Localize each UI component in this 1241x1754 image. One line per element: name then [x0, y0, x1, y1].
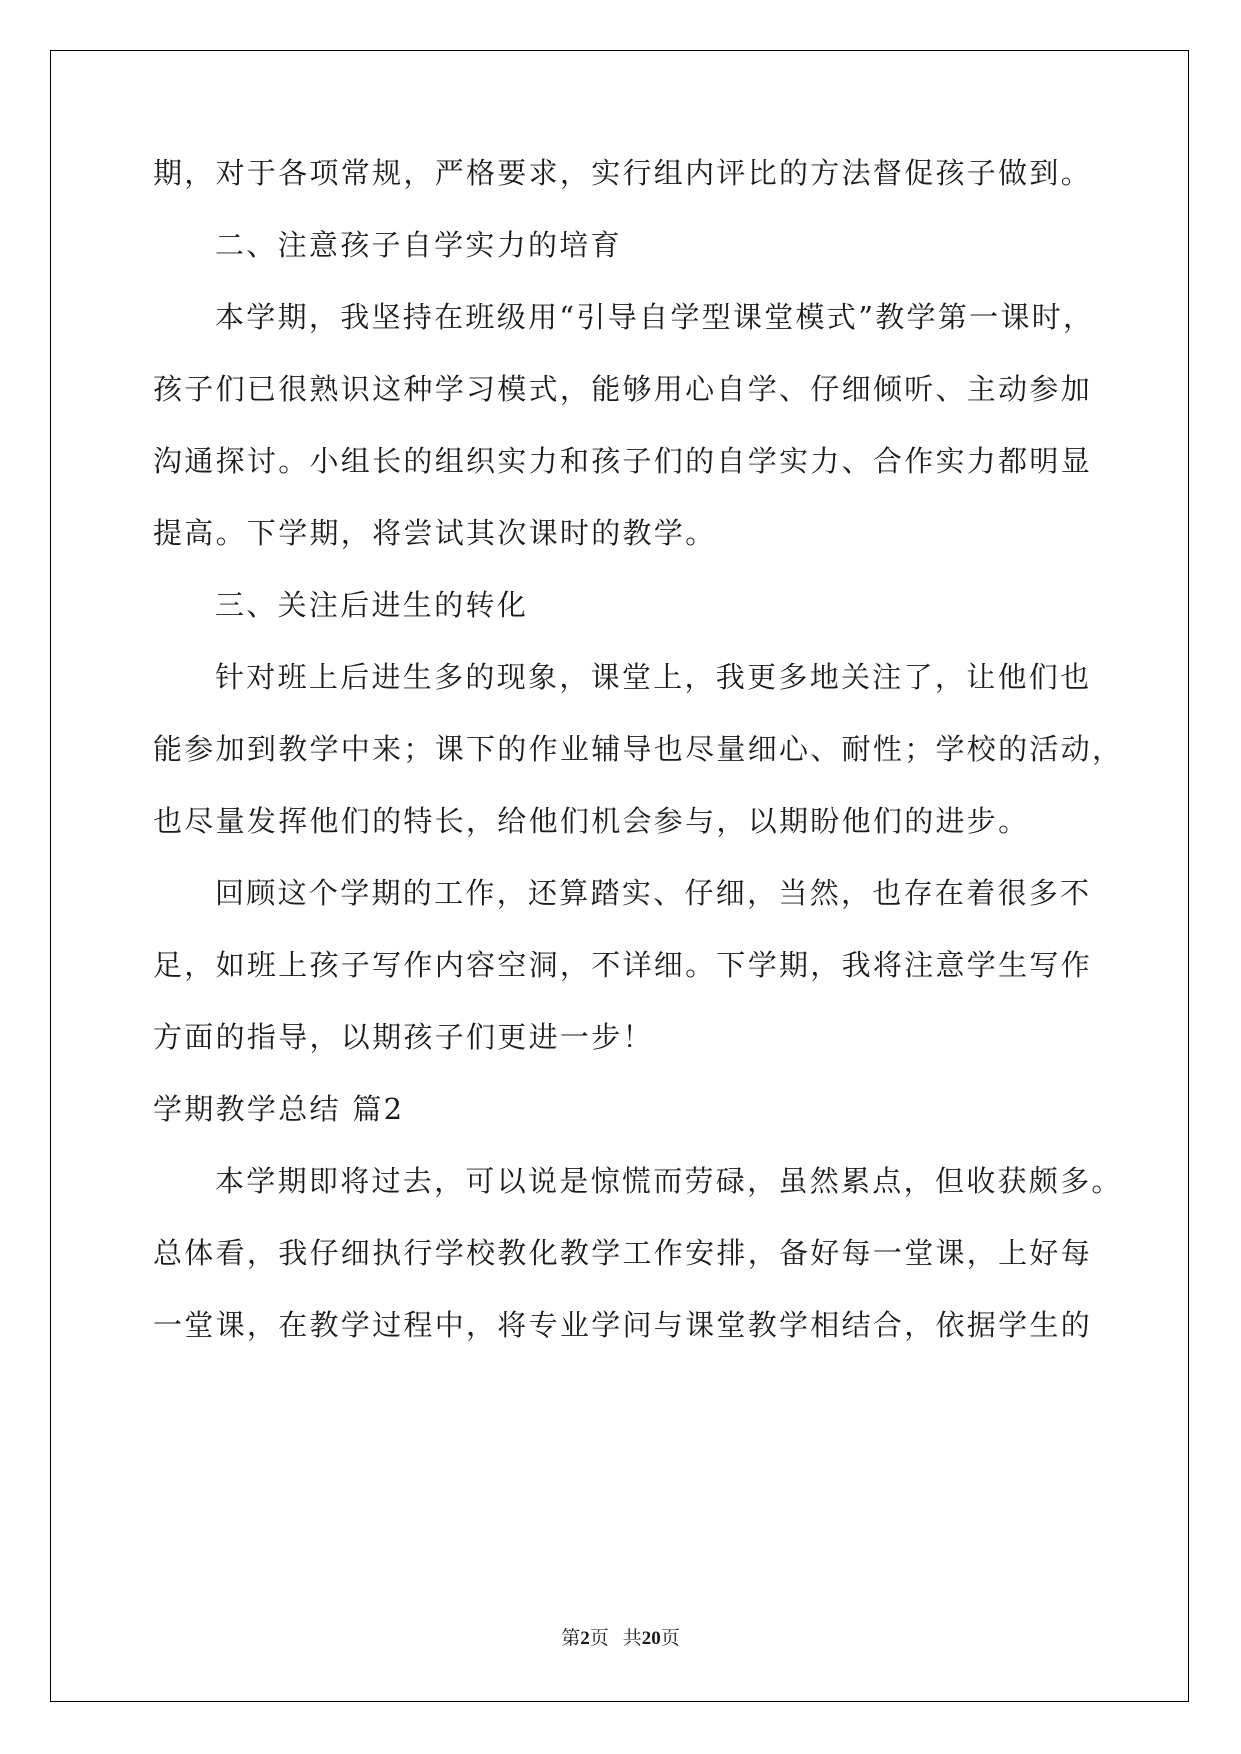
article-title: 学期教学总结 篇2: [153, 1092, 405, 1126]
section-heading-3: 三、关注后进生的转化: [215, 588, 529, 622]
section-heading-2: 二、注意孩子自学实力的培育: [215, 228, 622, 262]
footer-page-number: 2: [580, 1628, 590, 1649]
text-line-9: 能参加到教学中来；课下的作业辅导也尽量细心、耐性；学校的活动，: [153, 732, 1124, 766]
text-line-5: 沟通探讨。小组长的组织实力和孩子们的自学实力、合作实力都明显: [153, 444, 1093, 478]
text-line-11: 回顾这个学期的工作，还算踏实、仔细，当然，也存在着很多不: [215, 876, 1092, 910]
text-line-12: 足，如班上孩子写作内容空洞，不详细。下学期，我将注意学生写作: [153, 948, 1093, 982]
text-line-13: 方面的指导，以期孩子们更进一步！: [153, 1020, 654, 1054]
footer-total-prefix: 共: [622, 1627, 642, 1649]
footer-total-pages: 20: [641, 1628, 661, 1649]
footer-page-suffix: 页: [589, 1627, 609, 1649]
text-line-4: 孩子们已很熟识这种学习模式，能够用心自学、仔细倾听、主动参加: [153, 372, 1093, 406]
text-line-6: 提高。下学期，将尝试其次课时的教学。: [153, 516, 717, 550]
text-line-17: 一堂课，在教学过程中，将专业学问与课堂教学相结合，依据学生的: [153, 1308, 1093, 1342]
footer-total-suffix: 页: [660, 1627, 680, 1649]
text-line-16: 总体看，我仔细执行学校教化教学工作安排，备好每一堂课，上好每: [153, 1236, 1093, 1270]
text-line-8: 针对班上后进生多的现象，课堂上，我更多地关注了，让他们也: [215, 660, 1092, 694]
footer-page-prefix: 第: [561, 1627, 581, 1649]
text-line-1: 期，对于各项常规，严格要求，实行组内评比的方法督促孩子做到。: [153, 156, 1093, 190]
page-footer: [0, 1626, 1241, 1651]
text-line-3: 本学期，我坚持在班级用“引导自学型课堂模式”教学第一课时，: [215, 300, 1095, 334]
text-line-10: 也尽量发挥他们的特长，给他们机会参与，以期盼他们的进步。: [153, 804, 1030, 838]
text-line-15: 本学期即将过去，可以说是惊慌而劳碌，虽然累点，但收获颇多。: [215, 1164, 1123, 1198]
